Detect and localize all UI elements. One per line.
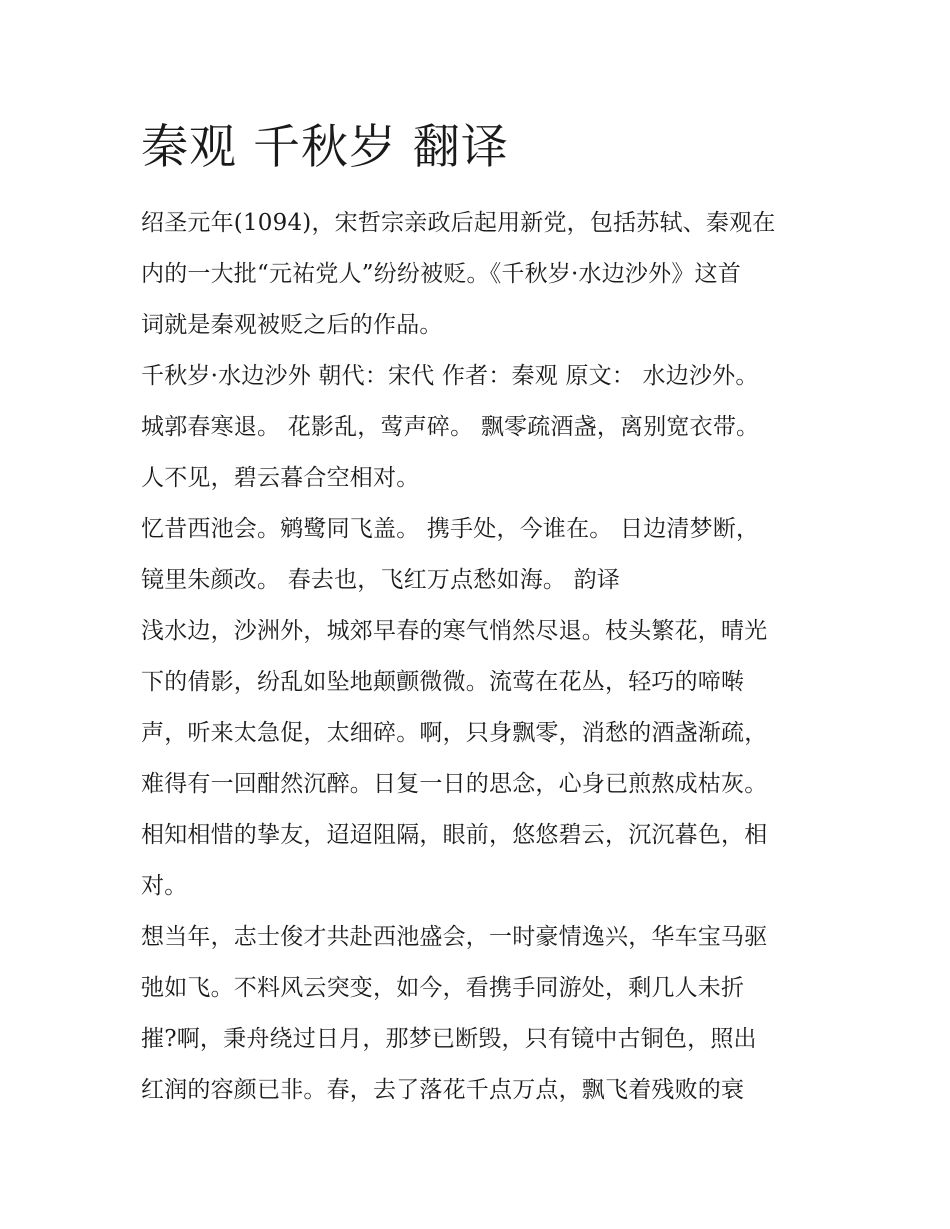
text-line: 浅水边，沙洲外，城郊早春的寒气悄然尽退。枝头繁花，晴光 bbox=[141, 618, 768, 644]
document-title: 秦观 千秋岁 翻译 bbox=[141, 120, 509, 175]
text-line: 红润的容颜已非。春，去了落花千点万点，飘飞着残败的衰 bbox=[141, 1077, 745, 1103]
text-line: 弛如飞。不料风云突变，如今，看携手同游处，剩几人未折 bbox=[141, 975, 745, 1001]
text-line: 难得有一回酣然沉醉。日复一日的思念，心身已煎熬成枯灰。 bbox=[141, 771, 768, 797]
text-line: 忆昔西池会。鹓鹭同飞盖。 携手处，今谁在。 日边清梦断， bbox=[141, 516, 760, 542]
text-line: 镜里朱颜改。 春去也，飞红万点愁如海。 韵译 bbox=[141, 567, 621, 593]
text-line: 千秋岁·水边沙外 朝代：宋代 作者：秦观 原文： 水边沙外。 bbox=[141, 363, 759, 389]
text-line: 对。 bbox=[141, 873, 188, 899]
text-line: 相知相惜的挚友，迢迢阻隔，眼前，悠悠碧云，沉沉暮色，相 bbox=[141, 822, 768, 848]
text-line: 内的一大批“元祐党人”纷纷被贬。《千秋岁·水边沙外》这首 bbox=[141, 261, 741, 287]
text-line: 摧?啊，秉舟绕过日月，那梦已断毁，只有镜中古铜色，照出 bbox=[141, 1026, 757, 1052]
text-line: 绍圣元年(1094)，宋哲宗亲政后起用新党，包括苏轼、秦观在 bbox=[141, 210, 776, 236]
text-line: 城郭春寒退。 花影乱，莺声碎。 飘零疏酒盏，离别宽衣带。 bbox=[141, 414, 760, 440]
text-line: 下的倩影，纷乱如坠地颠颤微微。流莺在花丛，轻巧的啼啭 bbox=[141, 669, 745, 695]
text-line: 声，听来太急促，太细碎。啊，只身飘零，消愁的酒盏渐疏， bbox=[141, 720, 768, 746]
text-line: 人不见，碧云暮合空相对。 bbox=[141, 465, 420, 491]
text-line: 词就是秦观被贬之后的作品。 bbox=[141, 312, 443, 338]
document-body bbox=[141, 198, 821, 1116]
text-line: 想当年，志士俊才共赴西池盛会，一时豪情逸兴，华车宝马驱 bbox=[141, 924, 768, 950]
document-page bbox=[141, 112, 821, 1116]
